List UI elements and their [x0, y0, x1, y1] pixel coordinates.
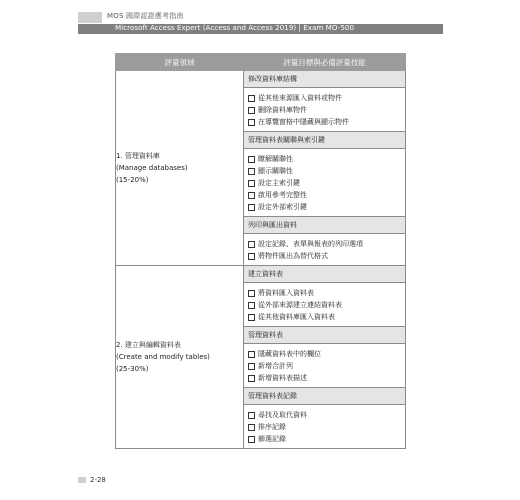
- area-weight: (25-30%): [116, 365, 149, 373]
- skill-item: 新增資料表描述: [248, 372, 405, 384]
- skill-item: 從其他資料庫匯入資料表: [248, 311, 405, 323]
- section-title: 建立資料表: [244, 266, 405, 283]
- section-title: 管理資料表: [244, 326, 405, 344]
- skill-item: 尋找及取代資料: [248, 409, 405, 421]
- table-header-row: [116, 54, 406, 71]
- checkbox-icon: [248, 241, 255, 248]
- skill-list: [244, 283, 405, 326]
- area-name-en: (Manage databases): [116, 164, 188, 172]
- header-tab-mark: [78, 12, 102, 23]
- skill-list: [244, 149, 405, 216]
- checkbox-icon: [248, 95, 255, 102]
- area-name: 1. 管理資料庫: [116, 152, 160, 160]
- skill-item: 將資料匯入資料表: [248, 287, 405, 299]
- checkbox-icon: [248, 375, 255, 382]
- checkbox-icon: [248, 192, 255, 199]
- skill-list: [244, 405, 405, 448]
- section-title: 管理資料表記錄: [244, 387, 405, 405]
- skill-item: 顯示關聯性: [248, 165, 405, 177]
- checkbox-icon: [248, 424, 255, 431]
- skill-item: 瞭解關聯性: [248, 153, 405, 165]
- checkbox-icon: [248, 351, 255, 358]
- checkbox-icon: [248, 302, 255, 309]
- skills-cell: [244, 71, 406, 266]
- skill-item: 將物件匯出為替代格式: [248, 250, 405, 262]
- skill-list: [244, 344, 405, 387]
- skill-list: [244, 88, 405, 131]
- checkbox-icon: [248, 290, 255, 297]
- checkbox-icon: [248, 412, 255, 419]
- area-name: 2. 建立與編輯資料表: [116, 341, 181, 349]
- col-header-area: 評量領域: [116, 54, 244, 71]
- checkbox-icon: [248, 253, 255, 260]
- area-cell: [116, 266, 244, 449]
- skill-item: 排序記錄: [248, 421, 405, 433]
- skill-item: 從外部來源建立連結資料表: [248, 299, 405, 311]
- skill-list: [244, 234, 405, 265]
- checkbox-icon: [248, 156, 255, 163]
- checkbox-icon: [248, 204, 255, 211]
- section-title: 列印與匯出資料: [244, 216, 405, 234]
- checkbox-icon: [248, 363, 255, 370]
- table-row: [116, 266, 406, 449]
- objectives-table: [115, 53, 406, 449]
- skill-item: 設定主索引鍵: [248, 177, 405, 189]
- skills-cell: [244, 266, 406, 449]
- checkbox-icon: [248, 314, 255, 321]
- page-number: 2-28: [90, 476, 106, 484]
- guide-title: MOS 國際認證應考指南: [107, 12, 184, 20]
- book-title: Microsoft Access Expert (Access and Access 2019) | Exam MO-500: [115, 23, 355, 32]
- skill-item: 設定記錄、表單與報表的列印選項: [248, 238, 405, 250]
- col-header-skills: 評量目標與必備評量技能: [244, 54, 406, 71]
- skill-item: 篩選記錄: [248, 433, 405, 445]
- checkbox-icon: [248, 436, 255, 443]
- checkbox-icon: [248, 168, 255, 175]
- skill-item: 從其他來源匯入資料或物件: [248, 92, 405, 104]
- skill-item: 隱藏資料表中的欄位: [248, 348, 405, 360]
- skill-item: 設定外部索引鍵: [248, 201, 405, 213]
- skill-item: 新增合計列: [248, 360, 405, 372]
- area-name-en: (Create and modify tables): [116, 353, 210, 361]
- area-cell: [116, 71, 244, 266]
- skill-item: 在導覽窗格中隱藏與顯示物件: [248, 116, 405, 128]
- skill-item: 刪除資料庫物件: [248, 104, 405, 116]
- section-title: 修改資料庫結構: [244, 71, 405, 88]
- section-title: 管理資料表關聯與索引鍵: [244, 131, 405, 149]
- checkbox-icon: [248, 119, 255, 126]
- skill-item: 啟用參考完整性: [248, 189, 405, 201]
- area-weight: (15-20%): [116, 176, 149, 184]
- table-row: [116, 71, 406, 266]
- page-tab-mark: [78, 477, 86, 483]
- checkbox-icon: [248, 180, 255, 187]
- checkbox-icon: [248, 107, 255, 114]
